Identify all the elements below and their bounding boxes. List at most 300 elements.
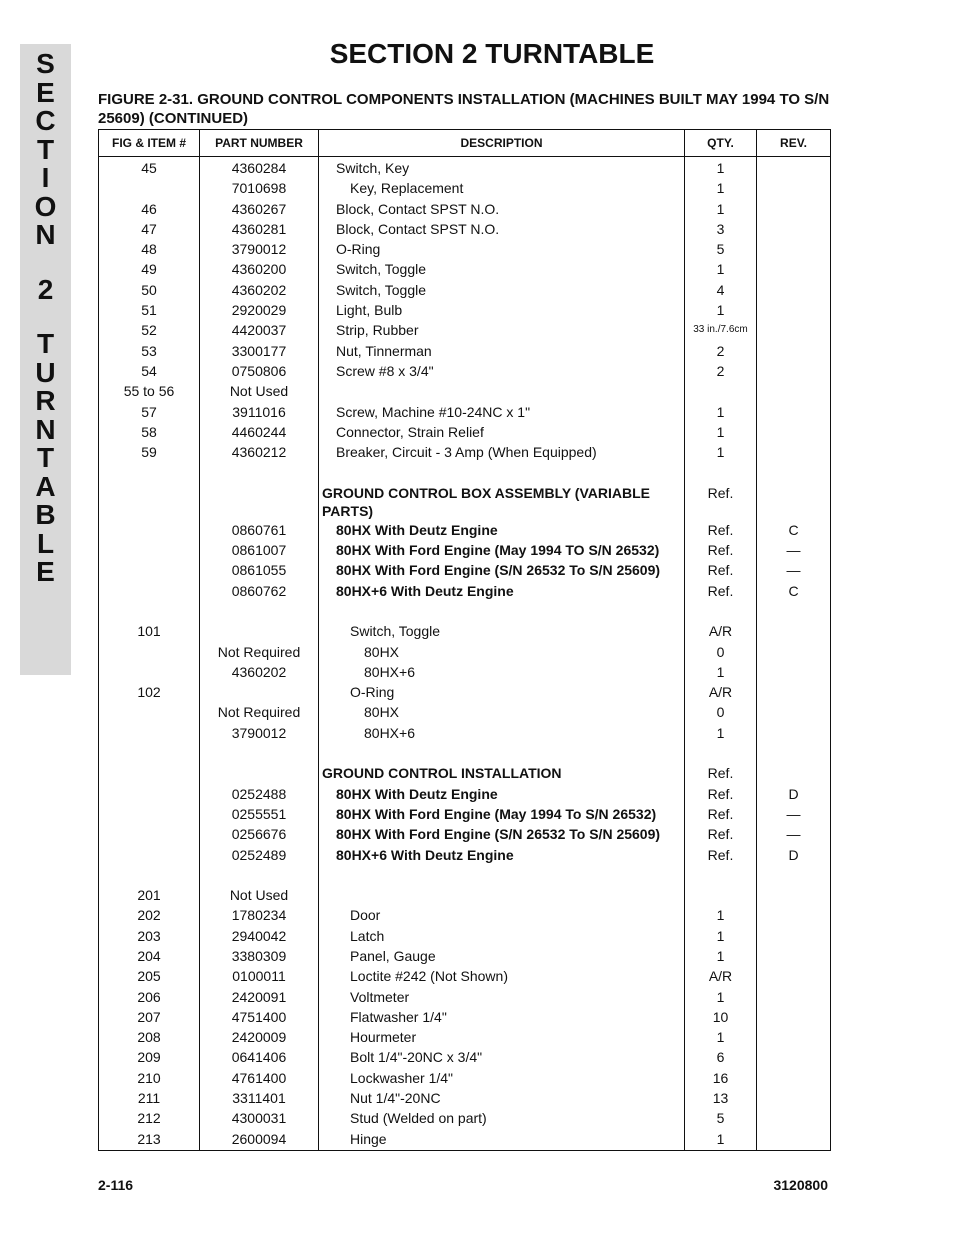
rev-cell: [757, 724, 831, 744]
fig-item-cell: [99, 541, 200, 561]
description-text: Latch: [350, 927, 385, 944]
fig-item-cell: 49: [99, 260, 200, 280]
description-cell: [319, 622, 685, 642]
table-row: [99, 200, 831, 220]
description-cell: [319, 301, 685, 321]
fig-item-cell: 205: [99, 967, 200, 987]
qty-cell: A/R: [685, 967, 757, 987]
table-row: [99, 805, 831, 825]
description-cell: [319, 362, 685, 382]
table-row: [99, 179, 831, 199]
qty-cell: [685, 602, 757, 622]
part-number-cell: 3380309: [200, 947, 319, 967]
qty-cell: Ref.: [685, 561, 757, 581]
table-row: [99, 362, 831, 382]
rev-cell: [757, 764, 831, 784]
table-row: [99, 764, 831, 784]
description-cell: [319, 785, 685, 805]
part-number-cell: 4360202: [200, 663, 319, 683]
rev-cell: [757, 1048, 831, 1068]
table-row: [99, 443, 831, 463]
part-number-cell: 0256676: [200, 825, 319, 845]
qty-cell: Ref.: [685, 764, 757, 784]
qty-cell: 1: [685, 157, 757, 180]
document-number: 3120800: [773, 1177, 828, 1193]
table-row: [99, 1028, 831, 1048]
qty-cell: 1: [685, 1028, 757, 1048]
description-cell: [319, 805, 685, 825]
fig-item-cell: 52: [99, 321, 200, 341]
part-number-cell: [200, 484, 319, 521]
part-number-cell: 3911016: [200, 403, 319, 423]
qty-cell: 13: [685, 1089, 757, 1109]
table-row: [99, 906, 831, 926]
fig-item-cell: 57: [99, 403, 200, 423]
qty-cell: [685, 886, 757, 906]
part-number-cell: 0861007: [200, 541, 319, 561]
fig-item-cell: 208: [99, 1028, 200, 1048]
rev-cell: [757, 301, 831, 321]
fig-item-cell: [99, 663, 200, 683]
description-text: Switch, Key: [336, 160, 410, 176]
qty-cell: 1: [685, 724, 757, 744]
description-text: 80HX With Deutz Engine: [336, 785, 498, 802]
description-text: 80HX+6 With Deutz Engine: [336, 846, 514, 863]
rev-cell: [757, 281, 831, 301]
table-row: [99, 281, 831, 301]
table-row: [99, 663, 831, 683]
fig-item-cell: 48: [99, 240, 200, 260]
qty-cell: Ref.: [685, 521, 757, 541]
rev-cell: C: [757, 521, 831, 541]
description-cell: [319, 825, 685, 845]
qty-cell: 2: [685, 362, 757, 382]
qty-cell: 3: [685, 220, 757, 240]
parts-table: [98, 129, 831, 1151]
table-row: [99, 622, 831, 642]
side-tab-letters: [20, 50, 71, 587]
rev-cell: [757, 200, 831, 220]
description-text: 80HX: [364, 704, 400, 721]
qty-cell: 33 in./7.6cm: [685, 321, 757, 341]
description-cell: [319, 260, 685, 280]
description-text: Switch, Toggle: [336, 281, 427, 298]
side-tab-letter: T: [36, 328, 55, 359]
table-row: [99, 988, 831, 1008]
rev-cell: [757, 220, 831, 240]
part-number-cell: 0252488: [200, 785, 319, 805]
description-text: Voltmeter: [350, 988, 410, 1005]
rev-cell: [757, 683, 831, 703]
part-number-cell: [200, 463, 319, 483]
rev-cell: D: [757, 846, 831, 866]
table-row: [99, 1008, 831, 1028]
part-number-cell: [200, 602, 319, 622]
fig-item-cell: [99, 463, 200, 483]
fig-item-cell: [99, 785, 200, 805]
description-cell: [319, 1028, 685, 1048]
rev-cell: —: [757, 805, 831, 825]
rev-cell: —: [757, 541, 831, 561]
rev-cell: [757, 927, 831, 947]
description-cell: [319, 967, 685, 987]
qty-cell: Ref.: [685, 805, 757, 825]
rev-cell: [757, 886, 831, 906]
description-cell: [319, 484, 685, 521]
side-tab-letter: [20, 250, 71, 276]
side-tab-letter: T: [36, 442, 55, 473]
part-number-cell: 4360267: [200, 200, 319, 220]
description-text: Hourmeter: [350, 1029, 417, 1046]
part-number-cell: 4360281: [200, 220, 319, 240]
side-tab-letter: L: [36, 527, 55, 559]
fig-item-cell: 210: [99, 1069, 200, 1089]
table-row: [99, 321, 831, 341]
fig-item-cell: 202: [99, 906, 200, 926]
description-cell: [319, 683, 685, 703]
description-cell: [319, 846, 685, 866]
rev-cell: [757, 1089, 831, 1109]
description-text: O-Ring: [336, 241, 381, 258]
fig-item-cell: [99, 521, 200, 541]
part-number-cell: [200, 744, 319, 764]
table-row: [99, 561, 831, 581]
side-tab-letter: T: [36, 133, 55, 165]
part-number-cell: 7010698: [200, 179, 319, 199]
qty-cell: Ref.: [685, 846, 757, 866]
qty-cell: 1: [685, 1130, 757, 1151]
description-cell: [319, 443, 685, 463]
fig-item-cell: [99, 179, 200, 199]
header-qty: QTY.: [685, 130, 757, 157]
description-cell: [319, 724, 685, 744]
description-text: Block, Contact SPST N.O.: [336, 200, 500, 217]
fig-item-cell: 204: [99, 947, 200, 967]
part-number-cell: 4300031: [200, 1109, 319, 1129]
fig-item-cell: 212: [99, 1109, 200, 1129]
fig-item-cell: 101: [99, 622, 200, 642]
fig-item-cell: [99, 561, 200, 581]
qty-cell: A/R: [685, 683, 757, 703]
part-number-cell: 3311401: [200, 1089, 319, 1109]
table-row: [99, 1130, 831, 1151]
description-cell: [319, 463, 685, 483]
fig-item-cell: 55 to 56: [99, 382, 200, 402]
description-cell: [319, 582, 685, 602]
table-row: [99, 403, 831, 423]
part-number-cell: 4360200: [200, 260, 319, 280]
description-text: 80HX With Ford Engine (May 1994 To S/N 26532): [336, 805, 657, 822]
rev-cell: [757, 260, 831, 280]
rev-cell: [757, 423, 831, 443]
rev-cell: [757, 403, 831, 423]
table-row: [99, 1109, 831, 1129]
part-number-cell: Not Required: [200, 703, 319, 723]
rev-cell: [757, 1008, 831, 1028]
table-row: [99, 484, 831, 521]
description-text: Screw #8 x 3/4": [336, 362, 434, 379]
table-row: [99, 846, 831, 866]
part-number-cell: [200, 764, 319, 784]
table-row: [99, 1089, 831, 1109]
side-tab-letter: A: [35, 470, 56, 502]
description-cell: [319, 179, 685, 199]
description-cell: [319, 521, 685, 541]
rev-cell: [757, 362, 831, 382]
table-row: [99, 947, 831, 967]
table-row: [99, 886, 831, 906]
description-text: Strip, Rubber: [336, 322, 419, 339]
description-text: 80HX With Ford Engine (May 1994 TO S/N 26532): [336, 542, 660, 559]
description-text: GROUND CONTROL BOX ASSEMBLY (VARIABLE PARTS): [322, 484, 650, 519]
qty-cell: 4: [685, 281, 757, 301]
table-row: [99, 683, 831, 703]
side-tab-letter: U: [35, 356, 56, 388]
part-number-cell: Not Used: [200, 886, 319, 906]
part-number-cell: 4360202: [200, 281, 319, 301]
qty-cell: Ref.: [685, 541, 757, 561]
page-title: [0, 38, 954, 70]
qty-cell: 1: [685, 947, 757, 967]
part-number-cell: 3790012: [200, 724, 319, 744]
description-cell: [319, 1048, 685, 1068]
description-cell: [319, 342, 685, 362]
fig-item-cell: 59: [99, 443, 200, 463]
part-number-cell: Not Used: [200, 382, 319, 402]
qty-cell: 5: [685, 240, 757, 260]
table-row: [99, 927, 831, 947]
part-number-cell: 0100011: [200, 967, 319, 987]
description-cell: [319, 764, 685, 784]
fig-item-cell: 209: [99, 1048, 200, 1068]
rev-cell: —: [757, 561, 831, 581]
parts-table-body: [99, 157, 831, 1151]
description-cell: [319, 906, 685, 926]
description-text: Key, Replacement: [350, 180, 464, 197]
page-title-text: SECTION 2 TURNTABLE: [329, 38, 655, 69]
description-text: Screw, Machine #10-24NC x 1": [336, 403, 531, 420]
part-number-cell: 1780234: [200, 906, 319, 926]
description-cell: [319, 423, 685, 443]
qty-cell: 1: [685, 906, 757, 926]
rev-cell: [757, 157, 831, 180]
description-text: Hinge: [350, 1130, 387, 1147]
table-row: [99, 866, 831, 886]
rev-cell: [757, 947, 831, 967]
description-cell: [319, 321, 685, 341]
rev-cell: [757, 463, 831, 483]
rev-cell: [757, 382, 831, 402]
side-tab-letter: C: [35, 105, 56, 136]
table-row: [99, 1069, 831, 1089]
fig-item-cell: [99, 805, 200, 825]
description-cell: [319, 947, 685, 967]
description-cell: [319, 561, 685, 581]
table-row: [99, 301, 831, 321]
fig-item-cell: 207: [99, 1008, 200, 1028]
description-cell: [319, 886, 685, 906]
side-tab-letter: N: [35, 413, 56, 445]
part-number-cell: [200, 683, 319, 703]
side-tab-letter: 2: [37, 273, 54, 305]
side-tab-letter: O: [34, 190, 57, 222]
description-cell: [319, 927, 685, 947]
description-cell: [319, 602, 685, 622]
fig-item-cell: [99, 643, 200, 663]
qty-cell: 1: [685, 260, 757, 280]
fig-item-cell: [99, 703, 200, 723]
description-text: Switch, Toggle: [350, 623, 441, 640]
qty-cell: [685, 866, 757, 886]
qty-cell: [685, 382, 757, 402]
description-text: 80HX With Deutz Engine: [336, 521, 498, 538]
rev-cell: [757, 443, 831, 463]
table-row: [99, 825, 831, 845]
description-cell: [319, 281, 685, 301]
table-row: [99, 785, 831, 805]
fig-item-cell: [99, 764, 200, 784]
table-row: [99, 220, 831, 240]
rev-cell: [757, 179, 831, 199]
rev-cell: [757, 602, 831, 622]
fig-item-cell: 50: [99, 281, 200, 301]
description-text: Door: [350, 907, 381, 924]
rev-cell: [757, 988, 831, 1008]
table-row: [99, 967, 831, 987]
description-text: 80HX+6: [364, 663, 415, 680]
qty-cell: 1: [685, 443, 757, 463]
rev-cell: [757, 643, 831, 663]
description-text: 80HX+6: [364, 724, 415, 741]
header-description: DESCRIPTION: [319, 130, 685, 157]
header-fig-item: FIG & ITEM #: [99, 130, 200, 157]
fig-item-cell: [99, 602, 200, 622]
rev-cell: [757, 744, 831, 764]
part-number-cell: 4460244: [200, 423, 319, 443]
qty-cell: 1: [685, 988, 757, 1008]
description-cell: [319, 1089, 685, 1109]
description-cell: [319, 1109, 685, 1129]
table-row: [99, 1048, 831, 1068]
rev-cell: [757, 1130, 831, 1151]
part-number-cell: 4360212: [200, 443, 319, 463]
table-row: [99, 382, 831, 402]
fig-item-cell: 46: [99, 200, 200, 220]
qty-cell: 0: [685, 703, 757, 723]
fig-item-cell: 45: [99, 157, 200, 180]
fig-item-cell: [99, 846, 200, 866]
description-text: Breaker, Circuit - 3 Amp (When Equipped): [336, 444, 597, 461]
part-number-cell: 4751400: [200, 1008, 319, 1028]
description-cell: [319, 1130, 685, 1151]
table-row: [99, 582, 831, 602]
qty-cell: [685, 463, 757, 483]
qty-cell: Ref.: [685, 825, 757, 845]
rev-cell: C: [757, 582, 831, 602]
table-row: [99, 157, 831, 180]
fig-item-cell: 58: [99, 423, 200, 443]
part-number-cell: 0641406: [200, 1048, 319, 1068]
qty-cell: Ref.: [685, 484, 757, 521]
description-text: Flatwasher 1/4": [350, 1008, 447, 1025]
table-row: [99, 643, 831, 663]
side-tab-letter: S: [36, 48, 55, 79]
description-text: Nut 1/4"-20NC: [350, 1090, 441, 1107]
page-number: 2-116: [98, 1177, 134, 1193]
qty-cell: 1: [685, 927, 757, 947]
description-cell: [319, 1069, 685, 1089]
rev-cell: [757, 906, 831, 926]
description-text: GROUND CONTROL INSTALLATION: [322, 765, 562, 782]
part-number-cell: 2940042: [200, 927, 319, 947]
side-tab-letter: E: [36, 76, 55, 108]
fig-item-cell: 213: [99, 1130, 200, 1151]
fig-item-cell: [99, 582, 200, 602]
qty-cell: 10: [685, 1008, 757, 1028]
table-row: [99, 541, 831, 561]
qty-cell: 1: [685, 663, 757, 683]
fig-item-cell: [99, 825, 200, 845]
rev-cell: [757, 622, 831, 642]
table-row: [99, 703, 831, 723]
qty-cell: 1: [685, 200, 757, 220]
rev-cell: [757, 1069, 831, 1089]
part-number-cell: 0861055: [200, 561, 319, 581]
qty-cell: 2: [685, 342, 757, 362]
table-row: [99, 342, 831, 362]
fig-item-cell: [99, 744, 200, 764]
fig-item-cell: 102: [99, 683, 200, 703]
description-text: Bolt 1/4"-20NC x 3/4": [350, 1049, 483, 1066]
fig-item-cell: [99, 866, 200, 886]
fig-item-cell: 54: [99, 362, 200, 382]
description-text: 80HX With Ford Engine (S/N 26532 To S/N 25609): [336, 562, 661, 579]
description-text: Block, Contact SPST N.O.: [336, 220, 500, 237]
part-number-cell: 0860761: [200, 521, 319, 541]
description-cell: [319, 157, 685, 180]
qty-cell: 5: [685, 1109, 757, 1129]
qty-cell: 6: [685, 1048, 757, 1068]
description-text: 80HX+6 With Deutz Engine: [336, 582, 514, 599]
description-cell: [319, 541, 685, 561]
part-number-cell: 3300177: [200, 342, 319, 362]
qty-cell: 0: [685, 643, 757, 663]
side-tab-letter: B: [35, 499, 56, 530]
qty-cell: 16: [685, 1069, 757, 1089]
rev-cell: [757, 1109, 831, 1129]
part-number-cell: 2420009: [200, 1028, 319, 1048]
description-cell: [319, 663, 685, 683]
section-side-tab: [20, 44, 71, 675]
part-number-cell: 2920029: [200, 301, 319, 321]
rev-cell: [757, 663, 831, 683]
part-number-cell: 2420091: [200, 988, 319, 1008]
fig-item-cell: 53: [99, 342, 200, 362]
table-row: [99, 240, 831, 260]
description-text: Connector, Strain Relief: [336, 423, 484, 440]
table-row: [99, 463, 831, 483]
rev-cell: [757, 967, 831, 987]
description-cell: [319, 1008, 685, 1028]
table-row: [99, 521, 831, 541]
part-number-cell: 4360284: [200, 157, 319, 180]
description-cell: [319, 220, 685, 240]
fig-item-cell: 47: [99, 220, 200, 240]
rev-cell: [757, 1028, 831, 1048]
rev-cell: D: [757, 785, 831, 805]
part-number-cell: 3790012: [200, 240, 319, 260]
description-text: 80HX With Ford Engine (S/N 26532 To S/N 25609): [336, 826, 661, 843]
